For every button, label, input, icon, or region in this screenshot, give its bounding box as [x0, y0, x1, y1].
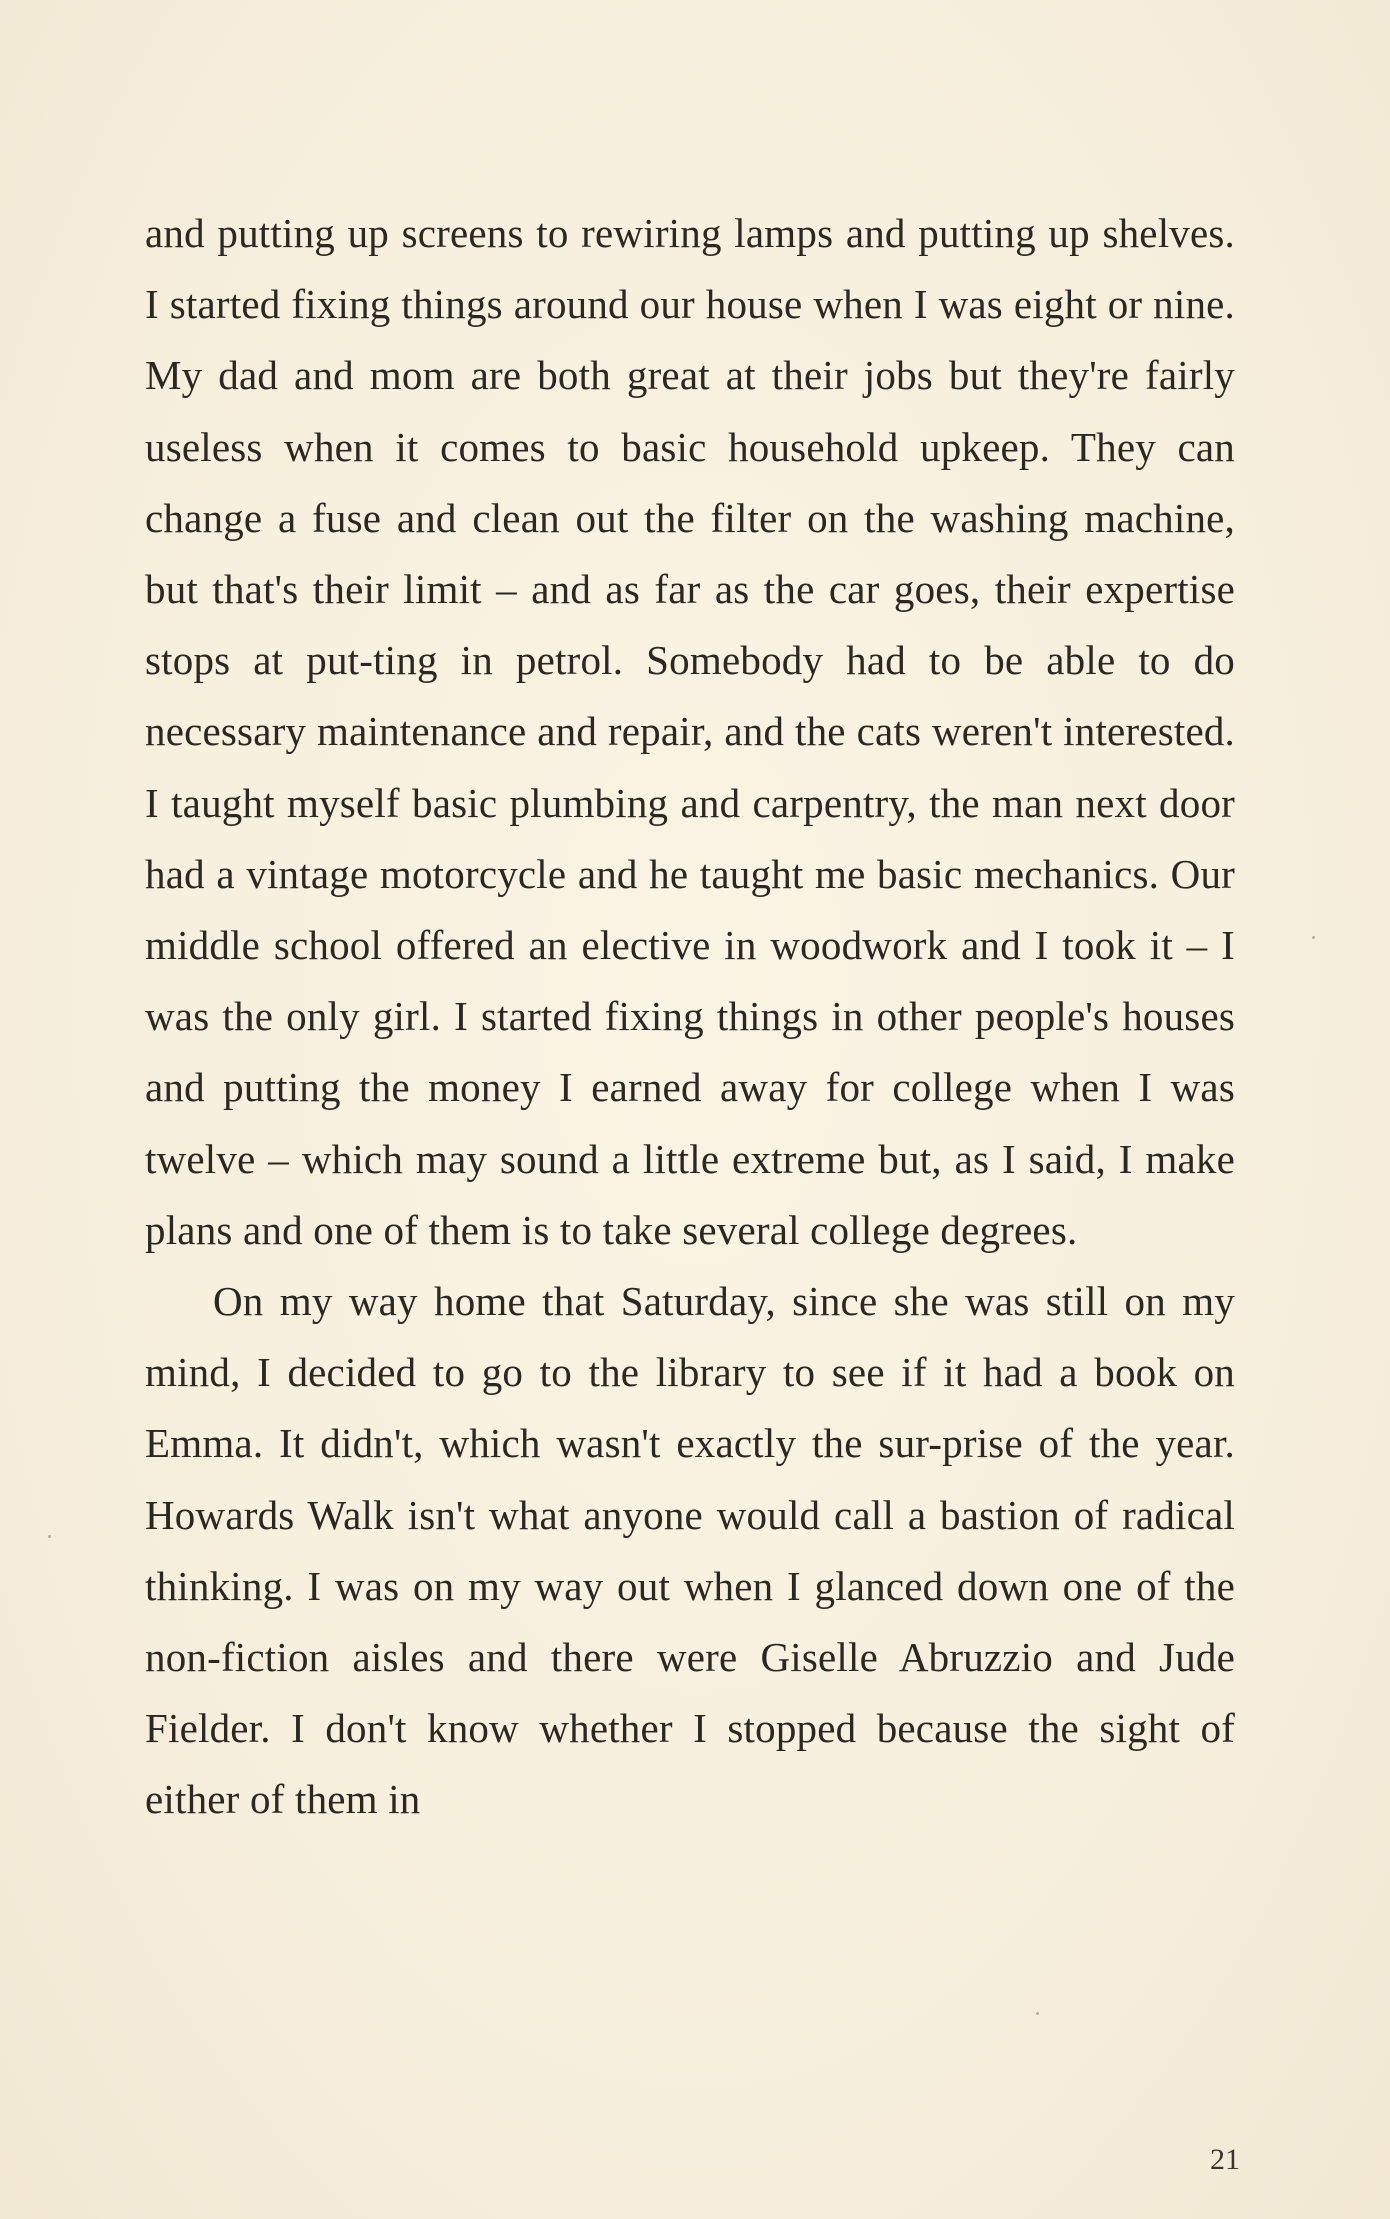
body-text	[145, 198, 1235, 1836]
paper-speck	[1312, 936, 1315, 939]
paper-speck	[48, 1535, 51, 1538]
paragraph-1: and putting up screens to rewiring lamps and putting up shelves. I started fixing things around our house when I was eight or nine. My dad and mom are both great at their jobs but they're fairly useless when it comes to basic household upkeep. They can change a fuse and clean out the filter on the washing machine, but that's their limit – and as far as the car goes, their expertise stops at put-ting in petrol. Somebody had to be able to do necessary maintenance and repair, and the cats weren't interested. I taught myself basic plumbing and carpentry, the man next door had a vintage motorcycle and he taught me basic mechanics. Our middle school offered an elective in woodwork and I took it – I was the only girl. I started fixing things in other people's houses and putting the money I earned away for college when I was twelve – which may sound a little extreme but, as I said, I make plans and one of them is to take several college degrees.	[145, 210, 1235, 1253]
page-number: 21	[1210, 2143, 1240, 2176]
paragraph-2: On my way home that Saturday, since she was still on my mind, I decided to go to the library to see if it had a book on Emma. It didn't, which wasn't exactly the sur-prise of the year. Howards Walk isn't what anyone would call a bastion of radical thinking. I was on my way out when I glanced down one of the non-fiction aisles and there were Giselle Abruzzio and Jude Fielder. I don't know whether I stopped because the sight of either of them in	[145, 1278, 1235, 1823]
paper-speck	[1036, 2012, 1039, 2015]
